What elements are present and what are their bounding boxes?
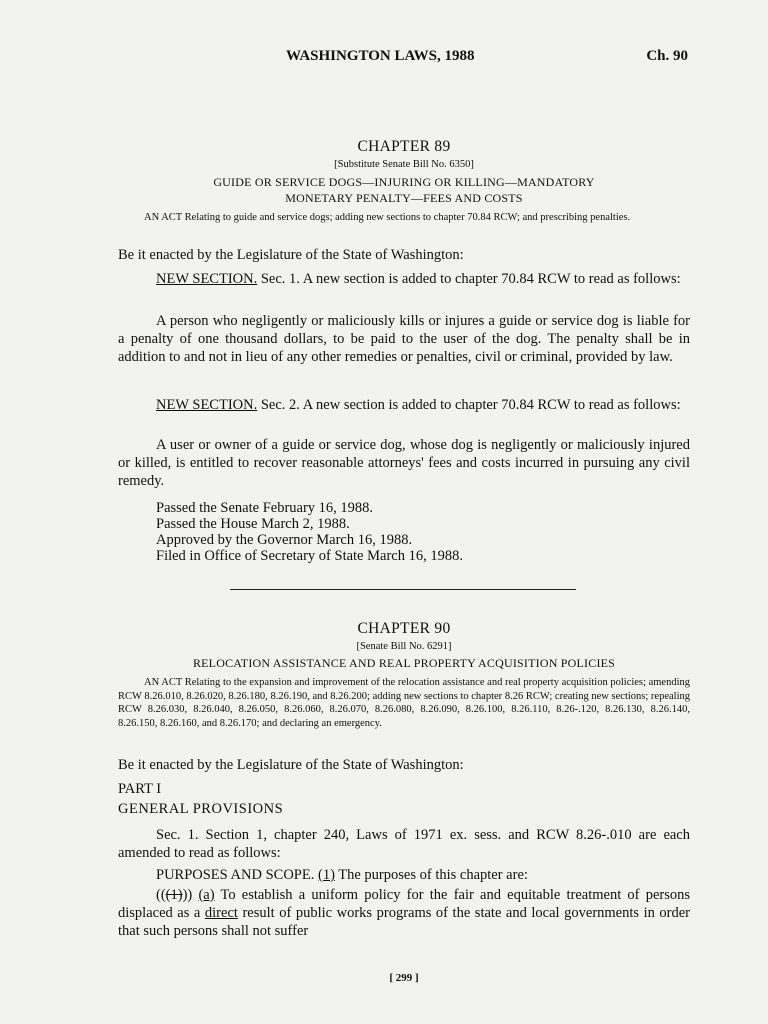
chapter-89-act-title: AN ACT Relating to guide and service dogs; adding new sections to chapter 70.84 RCW; and prescribing penalties. xyxy=(144,212,631,223)
approved-governor: Approved by the Governor March 16, 1988. xyxy=(156,532,413,548)
subsection-number: (1) xyxy=(317,867,335,883)
passed-senate: Passed the Senate February 16, 1988. xyxy=(156,500,374,516)
deletion-open: (( xyxy=(156,887,166,903)
inserted-word-direct: direct xyxy=(204,905,238,921)
paragraph-text-2: result of public works programs of the state and local governments in order that such persons shall not suffer xyxy=(118,905,690,939)
chapter-89-section-2 xyxy=(118,396,690,414)
chapter-90-subject: RELOCATION ASSISTANCE AND REAL PROPERTY ACQUISITION POLICIES xyxy=(192,656,616,670)
chapter-89-enacting-clause: Be it enacted by the Legislature of the State of Washington: xyxy=(118,247,464,263)
document-page xyxy=(118,0,690,1024)
chapter-divider xyxy=(230,589,576,590)
chapter-90-section-1: Sec. 1. Section 1, chapter 240, Laws of 1971 ex. sess. and RCW 8.26-.010 are each amended to read as follows: xyxy=(118,827,690,861)
chapter-90-act-title: AN ACT Relating to the expansion and improvement of the relocation assistance and real property acquisition policies; amending RCW 8.26.010, 8.26.020, 8.26.180, 8.26.190, and 8.26.200; adding new sections to chapter 8.26 RCW; creating new sections; repealing RCW 8.26.030, 8.26.040, 8.26.050, 8.26.060, 8.26.070, 8.26.080, 8.26.090, 8.26.100, 8.26.110, 8.26-.120, 8.26.130, 8.26.140, 8.26.150, 8.26.160, and 8.26.170; and declaring an emergency. xyxy=(118,677,690,729)
filed-secretary: Filed in Office of Secretary of State March 16, 1988. xyxy=(156,548,463,564)
chapter-89-subject-line1: GUIDE OR SERVICE DOGS—INJURING OR KILLING—MANDATORY xyxy=(213,175,595,189)
running-header-chapter: Ch. 90 xyxy=(646,48,688,64)
chapter-89-bill: [Substitute Senate Bill No. 6350] xyxy=(334,159,474,170)
part-title: GENERAL PROVISIONS xyxy=(118,801,284,817)
chapter-90-enacting-clause: Be it enacted by the Legislature of the State of Washington: xyxy=(118,757,464,773)
section-1-intro: Sec. 1. A new section is added to chapter 70.84 RCW to read as follows: xyxy=(257,271,681,287)
running-header xyxy=(118,48,690,72)
chapter-89-heading: CHAPTER 89 xyxy=(357,138,451,155)
paragraph-text-1: To establish a uniform policy for the fair and equitable treatment of persons displaced as a xyxy=(118,887,690,921)
part-number: PART I xyxy=(118,781,162,797)
chapter-90-heading: CHAPTER 90 xyxy=(357,620,451,637)
purposes-text: The purposes of this chapter are: xyxy=(334,867,528,883)
section-2-intro: Sec. 2. A new section is added to chapter 70.84 RCW to read as follows: xyxy=(257,397,681,413)
page-number: [ 299 ] xyxy=(389,972,419,984)
passed-house: Passed the House March 2, 1988. xyxy=(156,516,350,532)
purposes-heading: PURPOSES AND SCOPE. xyxy=(156,867,318,883)
new-section-label: NEW SECTION. xyxy=(156,397,258,413)
new-section-label: NEW SECTION. xyxy=(156,271,258,287)
inserted-label: (a) xyxy=(198,887,215,903)
legislative-history xyxy=(118,500,728,564)
purposes-and-scope xyxy=(118,866,690,884)
running-header-title: WASHINGTON LAWS, 1988 xyxy=(286,48,475,64)
chapter-89-subject-line2: MONETARY PENALTY—FEES AND COSTS xyxy=(285,191,523,205)
chapter-89-section-2-text: A user or owner of a guide or service dog, whose dog is negligently or maliciously injured or killed, is entitled to recover reasonable attorneys' fees and costs incurred in pursuing any civil remedy. xyxy=(118,437,690,489)
struck-text: (1) xyxy=(165,887,183,903)
chapter-89-section-1 xyxy=(118,270,690,288)
chapter-89-section-1-text: A person who negligently or maliciously kills or injures a guide or service dog is liable for a penalty of one thousand dollars, to be paid to the user of the dog. The penalty shall be in addition to and not in lieu of any other remedies or penalties, civil or criminal, provided by law. xyxy=(118,313,690,365)
deletion-close: )) xyxy=(182,887,199,903)
chapter-90-bill: [Senate Bill No. 6291] xyxy=(356,641,452,652)
purpose-paragraph-a xyxy=(118,886,690,940)
